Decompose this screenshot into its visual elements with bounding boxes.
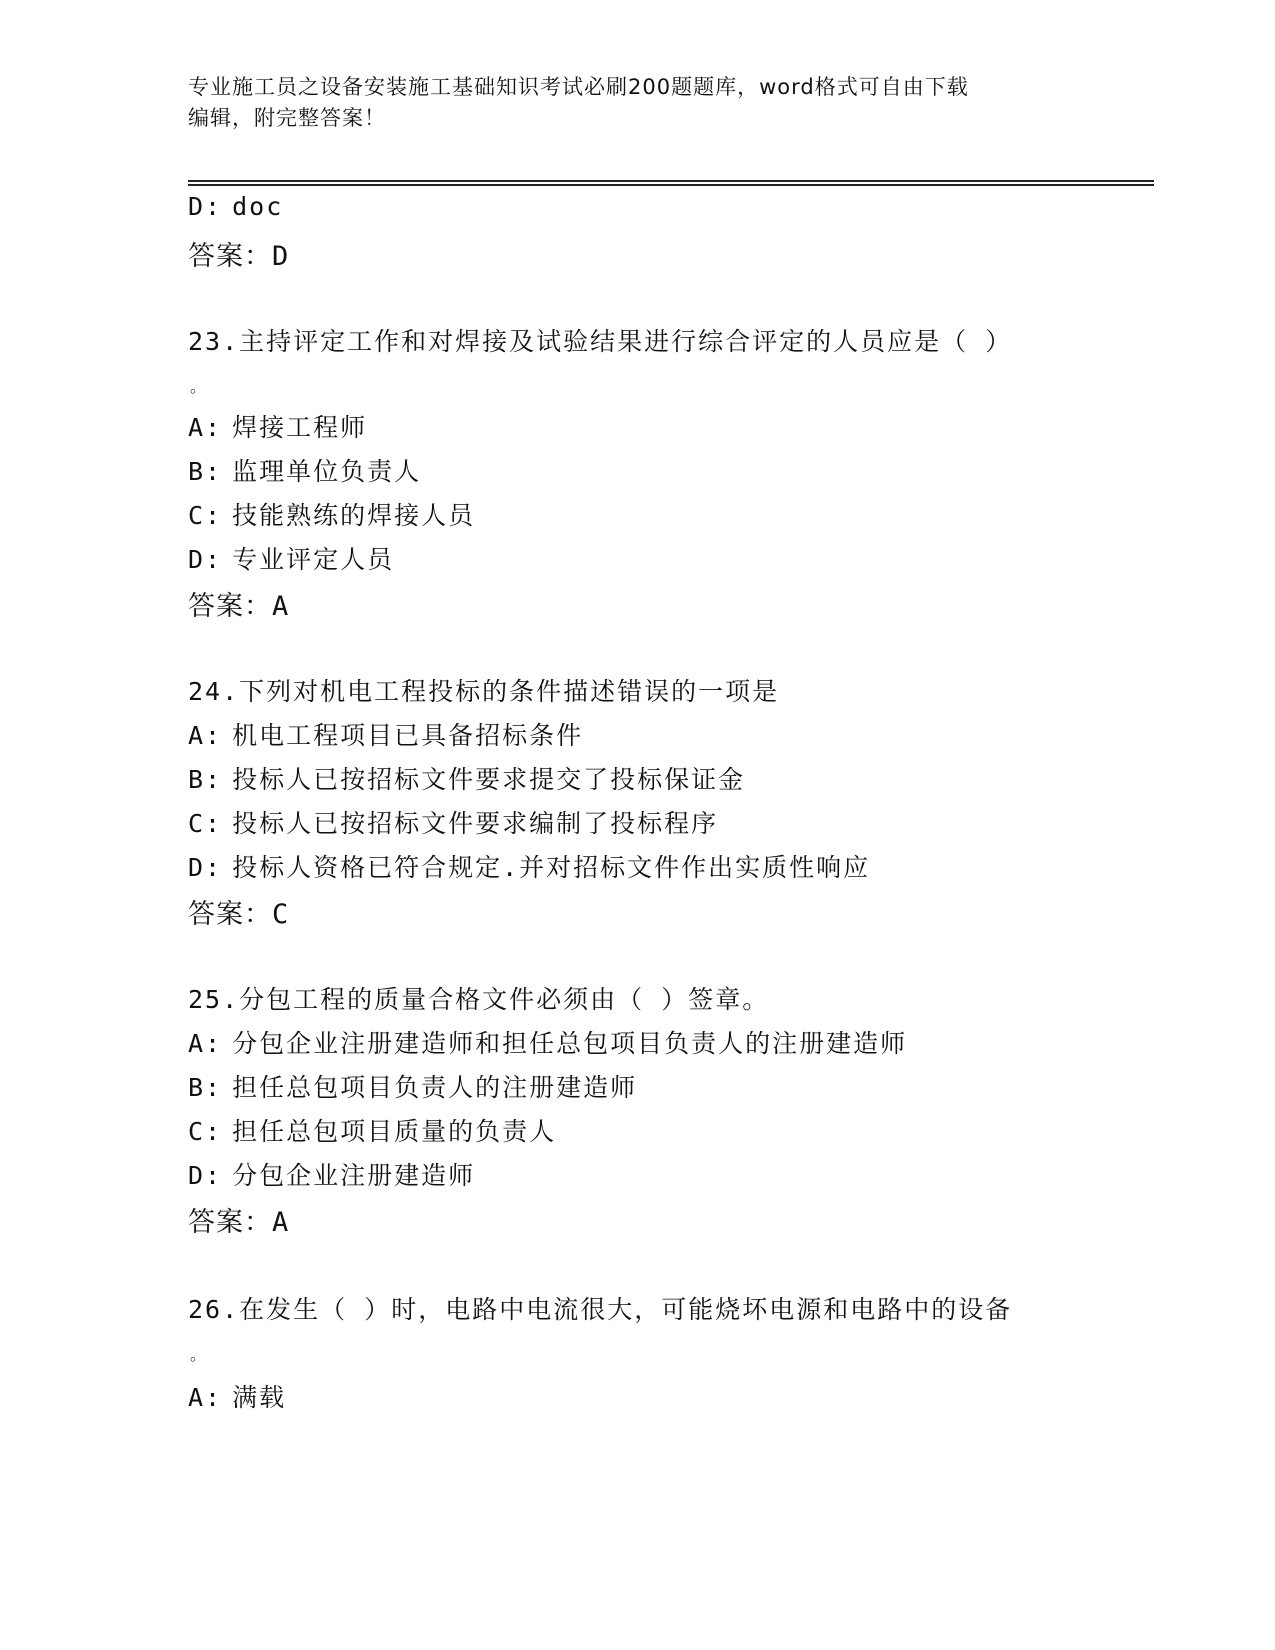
answer-value: A: [272, 591, 290, 622]
question-23-option-b: [188, 452, 421, 488]
question-23-option-a: [188, 408, 367, 444]
page-header: [188, 72, 1108, 134]
question-text: 分包工程的质量合格文件必须由（ ）签章。: [239, 985, 770, 1014]
question-text: 主持评定工作和对焊接及试验结果进行综合评定的人员应是（ ）: [239, 327, 1013, 356]
option-text: 分包企业注册建造师和担任总包项目负责人的注册建造师: [232, 1029, 908, 1058]
option-text: 投标人资格已符合规定.并对招标文件作出实质性响应: [232, 853, 871, 882]
question-23-stem-tail: 。: [190, 377, 207, 396]
question-number: 25.: [188, 985, 240, 1014]
option-label: C:: [188, 1117, 223, 1146]
option-label: B:: [188, 457, 223, 486]
option-label: A:: [188, 1383, 223, 1412]
option-text: 技能熟练的焊接人员: [232, 501, 476, 530]
option-label: D:: [188, 545, 223, 574]
answer-label: 答案：: [188, 241, 272, 272]
answer-label: 答案：: [188, 899, 272, 930]
option-label: A:: [188, 1029, 223, 1058]
option-text: doc: [232, 192, 284, 221]
question-text: 在发生（ ）时，电路中电流很大，可能烧坏电源和电路中的设备: [239, 1295, 1013, 1324]
option-label: D:: [188, 1161, 223, 1190]
question-23-stem: [188, 322, 1012, 358]
question-25-stem: [188, 980, 769, 1016]
question-number: 26.: [188, 1295, 240, 1324]
question-25-option-c: [188, 1112, 556, 1148]
question-24-option-a: [188, 716, 583, 752]
option-text: 担任总包项目负责人的注册建造师: [232, 1073, 638, 1102]
question-26-stem-tail: 。: [190, 1345, 207, 1364]
question-number: 24.: [188, 677, 240, 706]
option-text: 担任总包项目质量的负责人: [232, 1117, 557, 1146]
option-label: B:: [188, 1073, 223, 1102]
question-text: 下列对机电工程投标的条件描述错误的一项是: [239, 677, 780, 706]
answer-label: 答案：: [188, 591, 272, 622]
question-number: 23.: [188, 327, 240, 356]
question-25-option-d: [188, 1156, 475, 1192]
option-text: 机电工程项目已具备招标条件: [232, 721, 584, 750]
question-24-option-d: [188, 848, 870, 884]
option-text: 焊接工程师: [232, 413, 368, 442]
option-label: C:: [188, 501, 223, 530]
header-divider-bottom: [188, 184, 1154, 186]
question-25-answer: [188, 1200, 289, 1239]
answer-value: D: [272, 241, 290, 272]
prev-answer: [188, 234, 289, 273]
option-text: 满载: [232, 1383, 287, 1412]
question-26-stem: [188, 1290, 1012, 1326]
question-25-option-b: [188, 1068, 637, 1104]
question-24-answer: [188, 892, 289, 931]
option-label: C:: [188, 809, 223, 838]
question-23-option-d: [188, 540, 394, 576]
option-text: 分包企业注册建造师: [232, 1161, 476, 1190]
option-label: B:: [188, 765, 223, 794]
option-label: D:: [188, 853, 223, 882]
option-text: 投标人已按招标文件要求编制了投标程序: [232, 809, 719, 838]
option-label: A:: [188, 413, 223, 442]
header-title-line-2: 编辑，附完整答案！: [188, 106, 386, 130]
option-label: D:: [188, 192, 223, 221]
question-23-answer: [188, 584, 289, 623]
answer-value: A: [272, 1207, 290, 1238]
answer-label: 答案：: [188, 1207, 272, 1238]
question-24-option-c: [188, 804, 718, 840]
option-text: 监理单位负责人: [232, 457, 422, 486]
question-26-option-a: [188, 1378, 286, 1414]
question-25-option-a: [188, 1024, 907, 1060]
header-title-line-1: 专业施工员之设备安装施工基础知识考试必刷200题题库，word格式可自由下载: [188, 75, 969, 99]
option-text: 专业评定人员: [232, 545, 395, 574]
prev-option-d: [188, 192, 283, 221]
question-24-option-b: [188, 760, 745, 796]
question-23-option-c: [188, 496, 475, 532]
option-label: A:: [188, 721, 223, 750]
option-text: 投标人已按招标文件要求提交了投标保证金: [232, 765, 746, 794]
header-divider-top: [188, 180, 1154, 182]
question-24-stem: [188, 672, 779, 708]
answer-value: C: [272, 899, 290, 930]
